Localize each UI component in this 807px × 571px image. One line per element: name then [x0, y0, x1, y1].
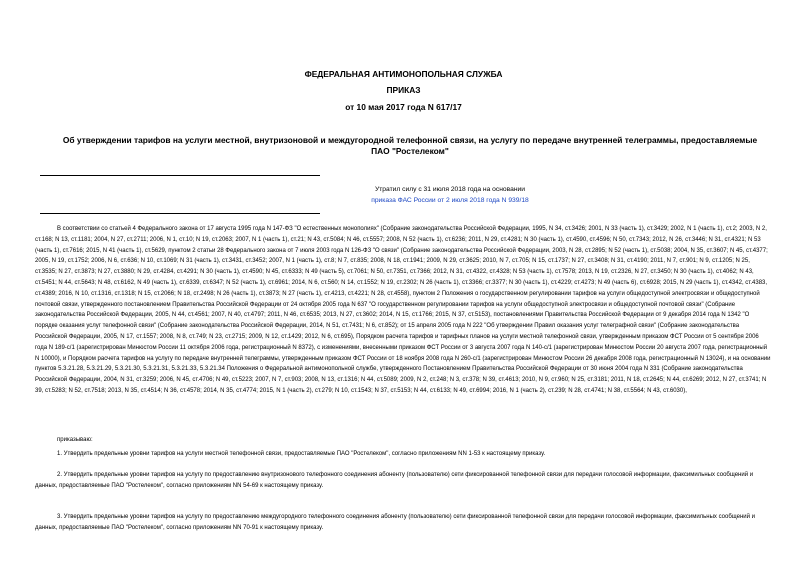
- order-item-3: 3. Утвердить предельные уровни тарифов на услугу по предоставлению междугородного телефонного соединения абоненту (пользователю) сети фиксированной телефонной связи для передачи голосовой информации, факсимильных сообщений и данных, предоставляемые ПАО "Ростелеком", согласно приложениям NN 70-91 к настоящему приказу.: [35, 514, 756, 531]
- preamble-paragraph: В соответствии со статьей 4 Федерального закона от 17 августа 1995 года N 147-ФЗ "О естественных монополиях" (Собрание законодательства Российской Федерации, 1995, N 34, ст.3426; 2001, N 33 (часть 1), ст.3429; 2002, N 1 (часть 1), ст.2; 2003, N 2, ст.168; N 13, ст.1181; 2004, N 27, ст.2711; 2006, N 1, ст.10; N 19, ст.2063; 2007, N 1 (часть 1), ст.21; N 43, ст.5084; N 46, ст.5557; 2008, N 52 (часть 1), ст.6236; 2011, N 29, ст.4281; N 30 (часть 1), ст.4590, ст.4596; N 50, ст.7343; 2012, N 26, ст.3446; N 31, ст.4321; N 53 (часть 1), ст.7616; 2015, N 41 (часть 1), ст.5629, пунктом 2 статьи 28 Федерального закона от 7 июля 2003 года N 126-ФЗ "О связи" (Собрание законодательства Российской Федерации, 2003, N 28, ст.2895; N 52 (часть 1), ст.5038; 2004, N 35, ст.3607; N 45, ст.4377; 2005, N 19, ст.1752; 2006, N 6, ст.636; N 10, ст.1069; N 31 (часть 1), ст.3431, ст.3452; 2007, N 1 (часть 1), ст.8; N 7, ст.835; 2008, N 18, ст.1941; 2009, N 29, ст.3625; 2010, N 7, ст.705; N 15, ст.1737; N 27, ст.3408; N 31, ст.4190; 2011, N 7, ст.901; N 9, ст.1205; N 25, ст.3535; N 27, ст.3873; N 27, ст.3880; N 29, ст.4284, ст.4291; N 30 (часть 1), ст.4590; N 45, ст.6333; N 49 (часть 5), ст.7061; N 50, ст.7351, ст.7366; 2012, N 31, ст.4322, ст.4328; N 53 (часть 1), ст.7578; 2013, N 19, ст.2326, N 27, ст.3450; N 30 (часть 1), ст.4062; N 43, ст.5451; N 44, ст.5643; N 48, ст.6162, N 49 (часть 1), ст.6339, ст.6347; N 52 (часть 1), ст.6961; 2014, N 6, ст.560; N 14, ст.1552; N 19, ст.2302; N 26 (часть 1), ст.3366; ст.3377; N 30 (часть 1), ст.4229; ст.4273; N 49 (часть 6), ст.6928; 2015, N 29 (часть 1), ст.4342, ст.4383, ст.4389; 2016, N 10, ст.1316, ст.1318; N 15, ст.2066; N 18, ст.2498; N 26 (часть 1), ст.3873; N 27 (часть 1), ст.4213, ст.4221; N 28, ст.4558), пунктом 2 Положения о государственном регулировании тарифов на услуги общедоступной электросвязи и общедоступной почтовой связи, утвержденного постановлением Правительства Российской Федерации от 24 октября 2005 года N 637 "О государственном регулировании тарифов на услуги общедоступной электросвязи и общедоступной почтовой связи" (Собрание законодательства Российской Федерации, 2005, N 44, ст.4561; 2007, N 40, ст.4797; 2011, N 46, ст.6535; 2013, N 27, ст.3602; 2014, N 15, ст.1766; 2015, N 37, ст.5153), постановлениями Правительства Российской Федерации от 9 декабря 2014 года N 1342 "О порядке оказания услуг телефонной связи" (Собрание законодательства Российской Федерации, 2014, N 51, ст.7431; N 6, ст.852); от 15 апреля 2005 года N 222 "Об утверждении Правил оказания услуг телеграфной связи" (Собрание законодательства Российской Федерации, 2005, N 17, ст.1557; 2008, N 8, ст.749; N 23, ст.2715; 2009, N 12, ст.1429; 2012, N 6, ст.695), Порядком расчета тарифов и тарифных планов на услуги местной телефонной связи, утвержденным приказом ФСТ России от 5 сентября 2006 года N 189-с/1 (зарегистрирован Минюстом России 11 октября 2006 года, регистрационный N 8372), с изменениями, внесенными приказом ФСТ России от 3 августа 2007 года N 140-с/1 (зарегистрирован Минюстом России 20 августа 2007 года, регистрационный N 10000), и Порядком расчета тарифов на услугу по передаче внутренней телеграммы, утвержденным приказом ФСТ России от 18 ноября 2008 года N 260-с/1 (зарегистрирован Минюстом России 26 декабря 2008 года, регистрационный N 13024), и на основании пунктов 5.3.21.28, 5.3.21.29, 5.3.21.30, 5.3.21.31, 5.3.21.33, 5.3.21.34 Положения о Федеральной антимонопольной службе, утвержденного Постановлением Правительства Российской Федерации от 30 июня 2004 года N 331 (Собрание законодательства Российской Федерации, 2004, N 31, ст.3259; 2006, N 45, ст.4706; N 49, ст.5223; 2007, N 7, ст.903; 2008, N 13, ст.1316; N 44, ст.5089; 2009, N 2, ст.248; N 3, ст.378; N 39, ст.4613; 2010, N 9, ст.960; N 25, ст.3181; 2011, N 18, ст.2645; N 44, ст.6269; 2012, N 27, ст.3741; N 39, ст.5283; N 52, ст.7518; 2013, N 35, ст.4514; N 36, ст.4578; 2014, N 35, ст.4774; 2015, N 1 (часть 2), ст.279; N 10, ст.1543; N 37, ст.5153; N 44, ст.6133; N 49, ст.6994; 2016, N 1 (часть 2), ст.239; N 28, ст.4741; N 38, ст.5564; N 43, ст.6030),: [35, 226, 771, 394]
- document-date: от 10 мая 2017 года N 617/17: [345, 102, 462, 112]
- agency-name: ФЕДЕРАЛЬНАЯ АНТИМОНОПОЛЬНАЯ СЛУЖБА: [304, 69, 503, 79]
- document-title: Об утверждении тарифов на услуги местной, внутризоновой и междугородной телефонной связи, на услугу по передаче внутренней телеграммы, предоставляемые ПАО "Ростелеком": [62, 135, 758, 156]
- order-word: приказываю:: [57, 437, 93, 443]
- status-note-link[interactable]: приказа ФАС России от 2 июля 2018 года N 939/18: [371, 197, 529, 204]
- document-type: ПРИКАЗ: [386, 85, 421, 95]
- divider-top: [40, 175, 320, 176]
- order-item-2: 2. Утвердить предельные уровни тарифов на услугу по предоставлению внутризонового телефонного соединения абоненту (пользователю) сети фиксированной телефонной связи для передачи голосовой информации, факсимильных сообщений и данных, предоставляемые ПАО "Ростелеком", согласно приложениям NN 54-69 к настоящему приказу.: [35, 472, 754, 489]
- order-item-1: 1. Утвердить предельные уровни тарифов на услуги местной телефонной связи, предоставляемые ПАО "Ростелеком", согласно приложениям NN 1-53 к настоящему приказу.: [57, 451, 546, 457]
- status-note: Утратил силу с 31 июля 2018 года на основании: [374, 186, 525, 193]
- divider-bottom: [40, 213, 320, 214]
